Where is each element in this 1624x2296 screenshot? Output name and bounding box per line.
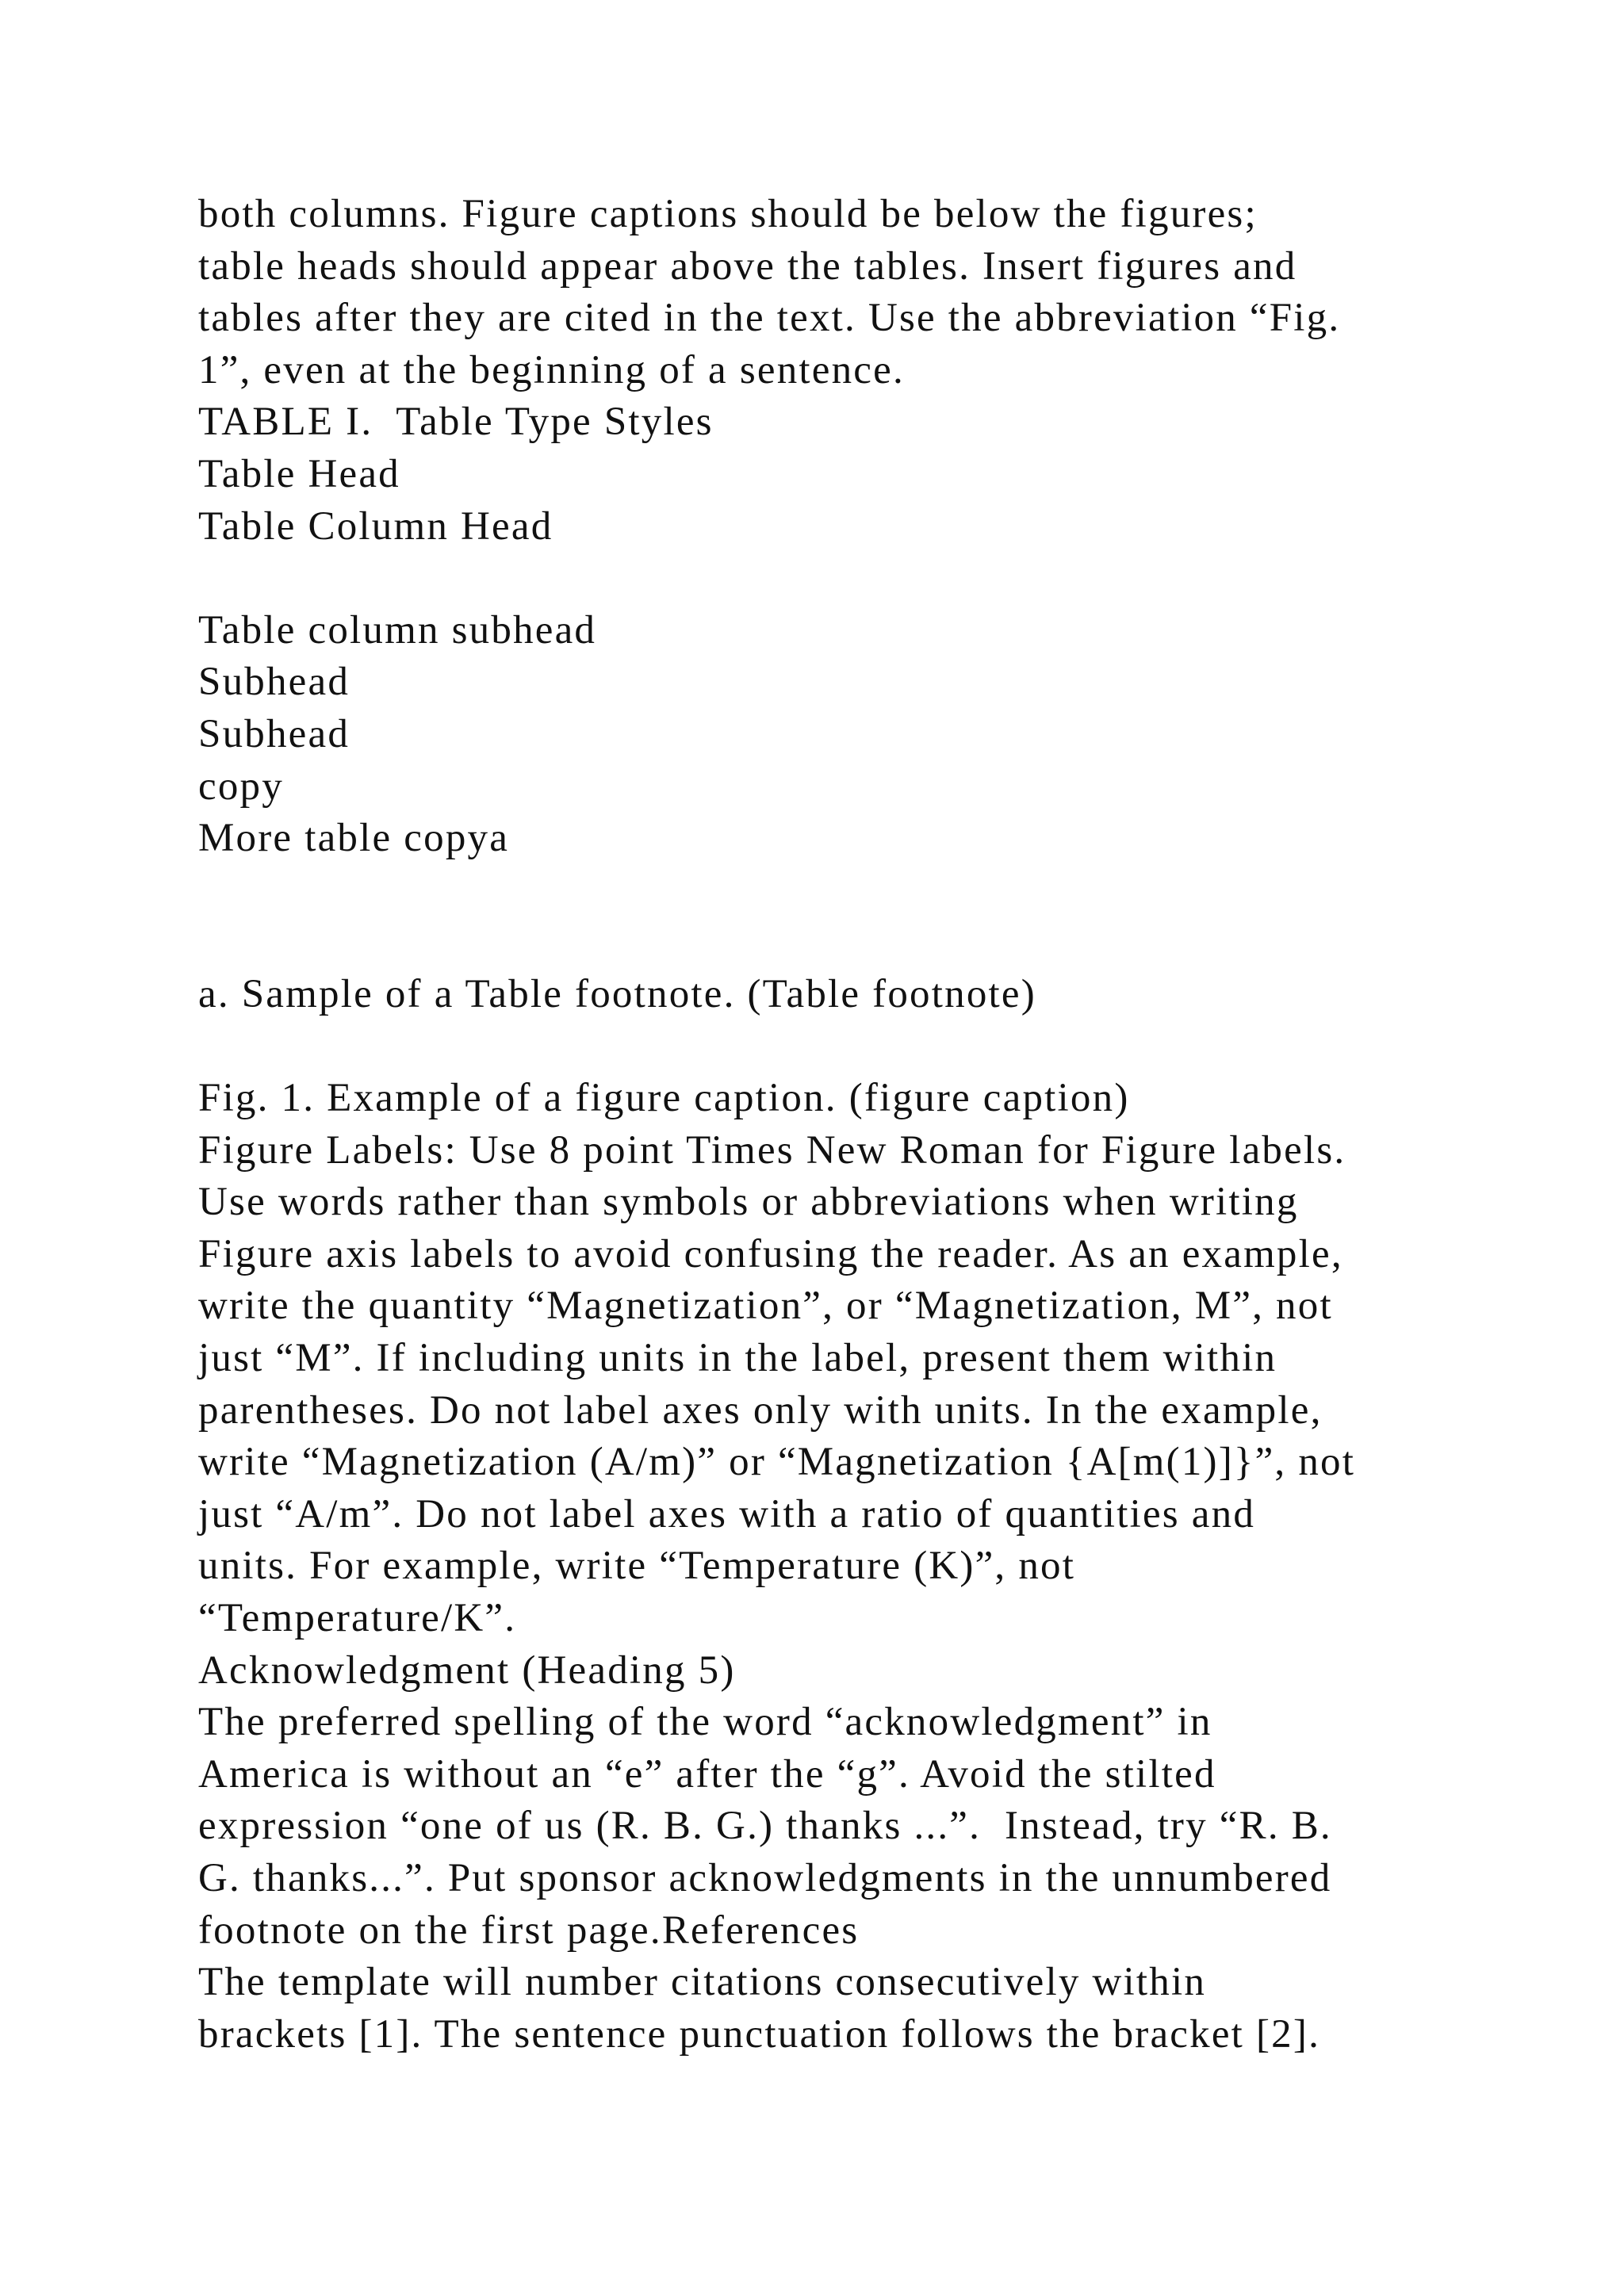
text-line: 1”, even at the beginning of a sentence. <box>198 347 905 392</box>
blank-line <box>198 553 1515 605</box>
text-line: both columns. Figure captions should be below the figures; <box>198 192 1258 236</box>
table-column-subhead: Table column subhead <box>198 607 597 652</box>
blank-line <box>198 1021 1515 1073</box>
text-line: “Temperature/K”. <box>198 1596 517 1641</box>
section-heading: Acknowledgment (Heading 5) <box>198 1647 736 1693</box>
text-line: G. thanks...”. Put sponsor acknowledgments in the unnumbered <box>198 1856 1332 1900</box>
text-line: footnote on the first page.References <box>198 1908 860 1953</box>
text-line: units. For example, write “Temperature (K)”, not <box>198 1544 1076 1589</box>
text-line: tables after they are cited in the text. Use the abbreviation “Fig. <box>198 296 1341 341</box>
text-line: brackets [1]. The sentence punctuation follows the bracket [2]. <box>198 2011 1321 2057</box>
text-line: just “M”. If including units in the label, present them within <box>198 1336 1277 1381</box>
table-title: TABLE I. Table Type Styles <box>198 400 714 445</box>
text-line: just “A/m”. Do not label axes with a ratio of quantities and <box>198 1491 1256 1536</box>
blank-line <box>198 865 1515 917</box>
figure-caption: Fig. 1. Example of a figure caption. (figure caption) <box>198 1076 1130 1121</box>
table-copy: More table copya <box>198 816 510 861</box>
text-line: write the quantity “Magnetization”, or “Magnetization, M”, not <box>198 1284 1333 1329</box>
text-line: America is without an “e” after the “g”. Avoid the stilted <box>198 1751 1216 1797</box>
text-line: Figure Labels: Use 8 point Times New Roman for Figure labels. <box>198 1127 1346 1173</box>
text-line: Figure axis labels to avoid confusing the reader. As an example, <box>198 1231 1343 1276</box>
table-subhead: Subhead <box>198 660 350 705</box>
document-page <box>198 189 1515 2061</box>
text-line: expression “one of us (R. B. G.) thanks ...”. Instead, try “R. B. <box>198 1804 1332 1849</box>
text-line: The template will number citations consecutively within <box>198 1960 1207 2005</box>
text-line: parentheses. Do not label axes only with units. In the example, <box>198 1387 1323 1433</box>
text-line: table heads should appear above the tables. Insert figures and <box>198 243 1297 289</box>
table-head: Table Head <box>198 451 400 496</box>
text-line: write “Magnetization (A/m)” or “Magnetization {A[m(1)]}”, not <box>198 1440 1356 1485</box>
text-line: Use words rather than symbols or abbreviations when writing <box>198 1180 1299 1225</box>
table-column-head: Table Column Head <box>198 503 553 549</box>
text-line: The preferred spelling of the word “acknowledgment” in <box>198 1700 1212 1745</box>
table-copy: copy <box>198 763 284 809</box>
table-footnote: a. Sample of a Table footnote. (Table footnote) <box>198 971 1036 1016</box>
blank-line <box>198 916 1515 969</box>
table-subhead: Subhead <box>198 711 350 756</box>
